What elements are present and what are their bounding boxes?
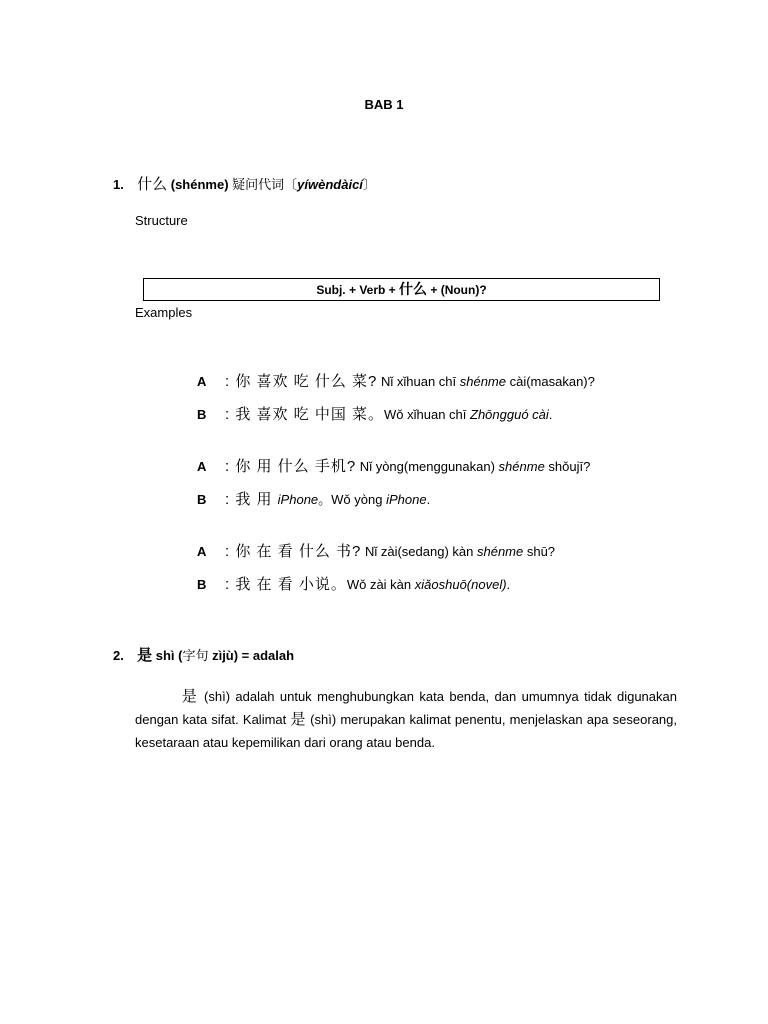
structure-formula-box — [143, 278, 660, 301]
dialog-pinyin: Nǐ zài(sedang) kàn — [361, 544, 477, 559]
paragraph-text-2: (shì) merupakan kalimat penentu, menjelaskan apa seseorang, kesetaraan atau kepemilikan dari orang atau benda. — [135, 712, 677, 750]
dialog-pinyin-end: cài(masakan)? — [505, 374, 595, 389]
formula-part-b: + (Noun)? — [427, 283, 487, 297]
dialog-pinyin-end: . — [426, 492, 431, 507]
dialog-pinyin-italic: iPhone — [277, 492, 319, 507]
section-2-rest: zìjù) = adalah — [208, 648, 295, 663]
dialog-chinese: : 你 在 看 什么 书? — [225, 543, 362, 560]
paragraph-chinese-2: 是 — [290, 711, 306, 728]
dialog-line — [197, 403, 552, 424]
dialog-chinese: : 我 在 看 小说。 — [225, 576, 347, 593]
dialog-chinese: : 我 喜欢 吃 中国 菜。 — [225, 406, 385, 423]
section-2-heading — [113, 644, 294, 665]
section-2-chinese: 是 — [137, 647, 153, 664]
formula-part-a: Subj. + Verb + — [316, 283, 400, 297]
dialog-pinyin: Wǒ zài kàn — [346, 577, 415, 592]
speaker-label: A — [197, 374, 207, 389]
dialog-line — [197, 370, 595, 391]
dialog-pinyin-italic: shénme — [498, 459, 545, 474]
dialog-pinyin-italic: Zhōngguó cài — [470, 407, 549, 422]
dialog-pinyin: 。Wǒ yòng — [318, 492, 387, 507]
dialog-pinyin-italic: shénme — [459, 374, 506, 389]
section-1-chinese-term: 疑问代词〔 — [232, 177, 298, 192]
section-1-pinyin-term: yíwèndàicí — [297, 177, 363, 192]
dialog-pinyin-end: shū? — [523, 544, 556, 559]
page-title: BAB 1 — [364, 97, 404, 112]
dialog-pinyin-italic: shénme — [476, 544, 524, 559]
section-1-pinyin: (shénme) — [170, 177, 229, 192]
dialog-line — [197, 573, 510, 594]
examples-label: Examples — [135, 305, 193, 320]
speaker-label: A — [197, 544, 207, 559]
paragraph-text-1: (shì) adalah untuk menghubungkan kata benda, dan umumnya tidak digunakan dengan kata sifat. Kalimat — [135, 689, 677, 727]
section-2-pinyin: shì ( — [152, 648, 183, 663]
structure-label: Structure — [135, 213, 188, 228]
speaker-label: A — [197, 459, 207, 474]
speaker-label: B — [197, 492, 207, 507]
dialog-pinyin: Nǐ xǐhuan chī — [377, 374, 460, 389]
dialog-chinese: : 你 用 什么 手机? — [225, 458, 357, 475]
section-1-number: 1. — [113, 177, 124, 192]
formula-chinese: 什么 — [399, 281, 428, 297]
section-2-chinese-term: 字句 — [182, 648, 209, 663]
section-1-heading — [113, 173, 376, 194]
dialog-pinyin-end: shǒujī? — [544, 459, 591, 474]
dialog-pinyin-italic-2: iPhone — [386, 492, 427, 507]
dialog-pinyin-end: . — [506, 577, 511, 592]
speaker-label: B — [197, 577, 207, 592]
paragraph-chinese: 是 — [180, 688, 199, 705]
section-1-chinese: 什么 — [137, 176, 168, 193]
dialog-line — [197, 455, 590, 476]
dialog-pinyin: Wǒ xǐhuan chī — [384, 407, 471, 422]
speaker-label: B — [197, 407, 207, 422]
dialog-pinyin-italic: xiǎoshuō(novel) — [414, 577, 507, 592]
dialog-line — [197, 488, 430, 509]
dialog-chinese: : 你 喜欢 吃 什么 菜? — [225, 373, 378, 390]
section-2-number: 2. — [113, 648, 124, 663]
dialog-pinyin-end: . — [548, 407, 553, 422]
section-2-paragraph — [135, 685, 677, 754]
section-1-close-bracket: 〕 — [362, 177, 376, 192]
dialog-line — [197, 540, 555, 561]
dialog-pinyin: Nǐ yòng(menggunakan) — [356, 459, 499, 474]
dialog-chinese: : 我 用 — [225, 491, 278, 508]
